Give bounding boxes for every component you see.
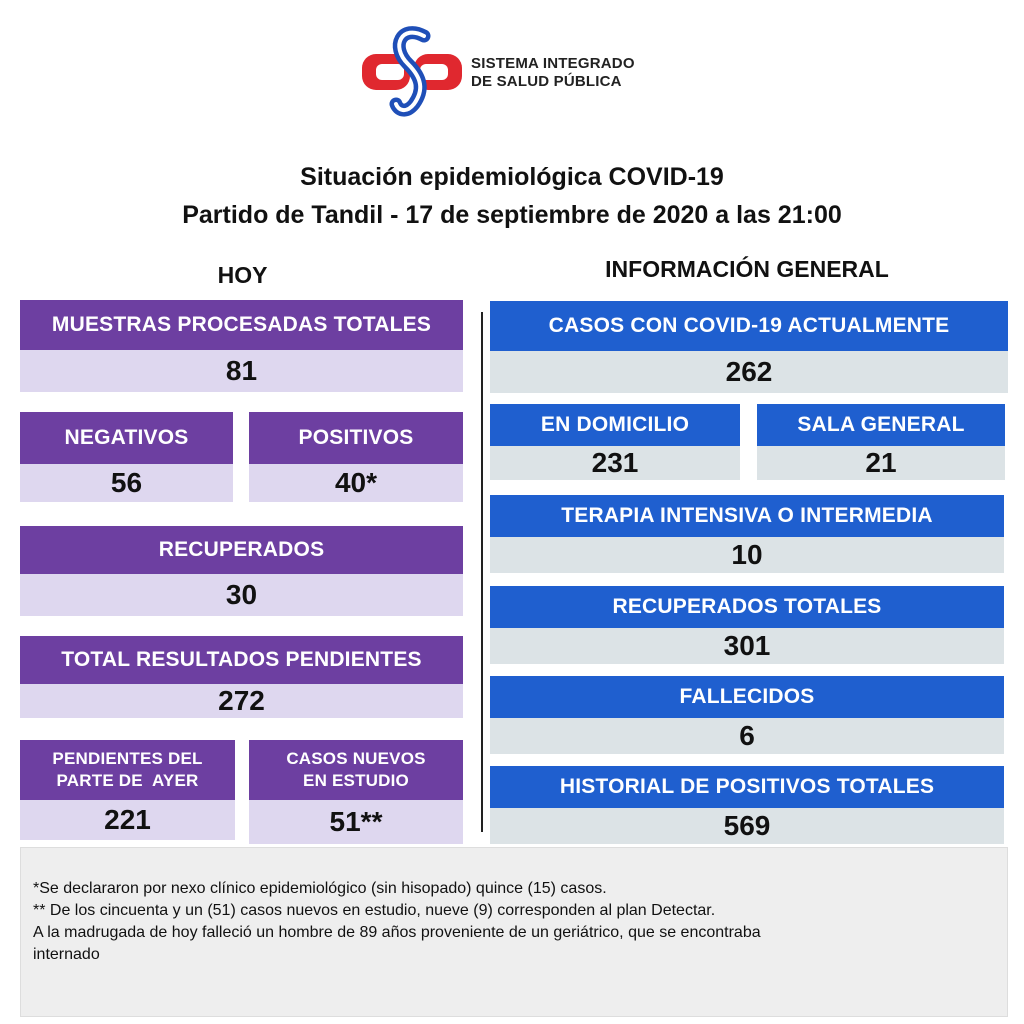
positivos-label: POSITIVOS	[249, 412, 463, 464]
negativos-value: 56	[20, 464, 233, 502]
page-title: Situación epidemiológica COVID-19	[300, 163, 724, 191]
recuperados-label: RECUPERADOS	[20, 526, 463, 574]
domicilio-value: 231	[490, 446, 740, 480]
pendientes-ayer-label-line1: PENDIENTES DEL	[52, 749, 203, 768]
organization-name-line1: SISTEMA INTEGRADO	[471, 55, 635, 72]
footnote-line: *Se declararon por nexo clínico epidemiológico (sin hisopado) quince (15) casos.	[33, 880, 607, 897]
pendientes-label: TOTAL RESULTADOS PENDIENTES	[20, 636, 463, 684]
casos-nuevos-label-line1: CASOS NUEVOS	[286, 749, 426, 768]
casos-actuales-value: 262	[490, 351, 1008, 393]
terapia-value: 10	[490, 537, 1004, 573]
muestras-label: MUESTRAS PROCESADAS TOTALES	[20, 300, 463, 350]
casos-actuales-label: CASOS CON COVID-19 ACTUALMENTE	[490, 301, 1008, 351]
organization-name	[471, 55, 635, 91]
footnotes	[20, 847, 1008, 1017]
recuperados-value: 30	[20, 574, 463, 616]
fallecidos-label: FALLECIDOS	[490, 676, 1004, 718]
footnote-line: ** De los cincuenta y un (51) casos nuevos en estudio, nueve (9) corresponden al plan Detectar.	[33, 902, 716, 919]
sala-general-value: 21	[757, 446, 1005, 480]
hoy-heading: HOY	[217, 262, 268, 288]
pendientes-ayer-label	[20, 740, 235, 800]
organization-name-line2: DE SALUD PÚBLICA	[471, 73, 622, 90]
historial-value: 569	[490, 808, 1004, 844]
pendientes-ayer-value: 221	[20, 800, 235, 840]
pendientes-value: 272	[20, 684, 463, 718]
casos-nuevos-label-line2: EN ESTUDIO	[303, 771, 409, 790]
negativos-label: NEGATIVOS	[20, 412, 233, 464]
pendientes-ayer-label-line2: PARTE DE AYER	[56, 771, 199, 790]
positivos-value: 40*	[249, 464, 463, 502]
column-divider	[481, 312, 483, 832]
recuperados-totales-value: 301	[490, 628, 1004, 664]
casos-nuevos-value: 51**	[249, 800, 463, 844]
fallecidos-value: 6	[490, 718, 1004, 754]
general-heading: INFORMACIÓN GENERAL	[605, 256, 889, 282]
sisp-logo-icon	[362, 24, 462, 122]
historial-label: HISTORIAL DE POSITIVOS TOTALES	[490, 766, 1004, 808]
terapia-label: TERAPIA INTENSIVA O INTERMEDIA	[490, 495, 1004, 537]
casos-nuevos-label	[249, 740, 463, 800]
recuperados-totales-label: RECUPERADOS TOTALES	[490, 586, 1004, 628]
domicilio-label: EN DOMICILIO	[490, 404, 740, 446]
footnote-line: internado	[33, 946, 100, 963]
footnote-line: A la madrugada de hoy falleció un hombre de 89 años proveniente de un geriátrico, que se encontraba	[33, 924, 761, 941]
page-subtitle: Partido de Tandil - 17 de septiembre de 2020 a las 21:00	[182, 201, 842, 229]
sala-general-label: SALA GENERAL	[757, 404, 1005, 446]
muestras-value: 81	[20, 350, 463, 392]
